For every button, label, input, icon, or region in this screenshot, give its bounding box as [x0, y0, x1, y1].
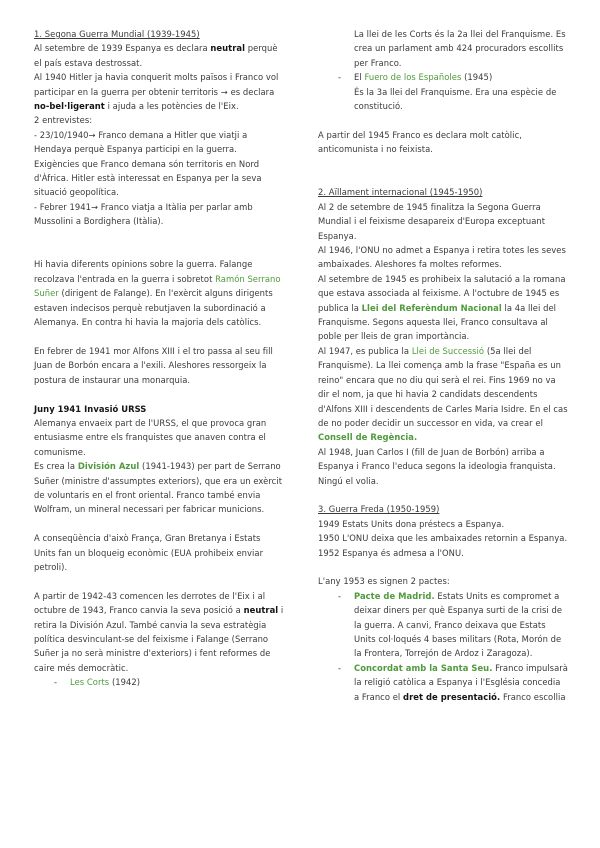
interviews-heading: 2 entrevistes:	[34, 115, 93, 126]
line-1952: 1952 Espanya és admesa a l'ONU.	[318, 547, 464, 558]
right-column	[318, 27, 568, 704]
heading-urss-invasion: Juny 1941 Invasió URSS	[34, 403, 147, 414]
keyword-dret-presentacio: dret de presentació.	[403, 691, 501, 702]
list-item-concordat: - Concordat amb la Santa Seu. Franco impulsarà la religió catòlica a Espanya i l'Església concedia a Franco el dret de presentació. Franco escollia	[338, 662, 568, 702]
list-item-corts: - Les Corts (1942)	[70, 675, 284, 689]
paragraph-opinions: Hi havia diferents opinions sobre la guerra. Falange recolzava l'entrada en la guerra i sobretot Ramón Serrano Suñer (dirigent de Falange). En l'exèrcit alguns dirigents estaven indecisos perquè rebutjaven la subordinació a Alemanya. En contra hi havia la majoria dels catòlics.	[34, 259, 281, 328]
list-item-fuero: - El Fuero de los Españoles (1945)	[354, 70, 568, 84]
left-column	[34, 27, 284, 690]
paragraph-pactes-intro: L'any 1953 es signen 2 pactes:	[318, 576, 450, 587]
name-concordat: Concordat amb la Santa Seu.	[354, 662, 493, 673]
bullet-dash: -	[338, 590, 342, 601]
bullet-dash: -	[338, 662, 342, 673]
keyword-no-belligerant: no-bel·ligerant	[34, 101, 105, 112]
paragraph-end-ww2: Al 2 de setembre de 1945 finalitza la Segona Guerra Mundial i el feixisme desapareix d'Europa exceptuant Espanya.	[318, 201, 546, 241]
section-title-ww2: 1. Segona Guerra Mundial (1939-1945)	[34, 29, 200, 39]
paragraph-onu-1946: Al 1946, l'ONU no admet a Espanya i retira totes les seves ambaixades. Aleshores fa moltes reformes.	[318, 245, 566, 270]
section-isolation	[318, 185, 568, 488]
name-llei-referendum: Llei del Referèndum Nacional	[361, 302, 502, 313]
name-les-corts: Les Corts	[70, 677, 110, 688]
name-fuero-espanoles: Fuero de los Españoles	[364, 72, 462, 83]
list-pactes	[318, 589, 568, 704]
list-laws	[318, 27, 568, 113]
bullet-dash: -	[54, 677, 58, 688]
paragraph-derrotes: A partir de 1942-43 comencen les derrotes de l'Eix i al octubre de 1943, Franco canvia la seva posició a neutral i retira la División Azul. També canvia la seva estratègia política desvinculant-se del feixisme i Falange (Serrano Suñer ja no serà ministre d'exteriors) i fent reformes de caire més democràtic.	[34, 590, 284, 673]
paragraph-referendum: Al setembre de 1945 es prohibeix la salutació a la romana que estava associada al feixisme. A l'octubre de 1945 es publica la Llei del Referèndum Nacional la 4a llei del Franquisme. Segons aquesta llei, Franco consultava al poble per lleis de gran importància.	[318, 273, 566, 342]
paragraph-juan-carlos: Al 1948, Juan Carlos I (fill de Juan de Borbón) arriba a Espanya i Franco l'educa segons la ideologia franquista. Ningú el volia.	[318, 446, 556, 486]
section-title-isolation: 2. Aïllament internacional (1945-1950)	[318, 187, 483, 198]
name-llei-successio: Llei de Successió	[411, 345, 485, 356]
name-serrano-suner: Ramón Serrano Suñer	[34, 273, 281, 299]
section-urss	[34, 402, 284, 517]
name-consell-regencia: Consell de Regència.	[318, 432, 418, 443]
name-pacte-madrid: Pacte de Madrid.	[354, 590, 435, 601]
list-item-fuero-desc: És la 3a llei del Franquisme. Era una espècie de constitució.	[354, 86, 557, 112]
paragraph-urss: Alemanya envaeix part de l'URSS, el que provoca gran entusiasme entre els franquistes que anaven contra el comunisme.	[34, 417, 267, 457]
paragraph-successio: Al 1947, es publica la Llei de Successió (5a llei del Franquisme). La llei comença amb la frase "España es un reino" encara que no diu qui serà el rei. Fins 1969 no va dir el nom, ja que hi havia 2 candidats descendents d'Alfons XIII i descendents de Carles Maria Isidre. En el cas de no poder decidir un successor en vida, va crear el Consell de Regència.	[318, 345, 568, 443]
section-title-cold-war: 3. Guerra Freda (1950-1959)	[318, 504, 440, 515]
section-cold-war	[318, 502, 568, 560]
interview-hendaya: - 23/10/1940→ Franco demana a Hitler que viatji a Hendaya perquè Espanya participi en la guerra. Exigències que Franco demana són territoris en Nord d'Àfrica. Hitler està interessat en Espanya per la seva situació geopolítica.	[34, 129, 262, 198]
interview-bordighera: - Febrer 1941→ Franco viatja a Itàlia per parlar amb Mussolini a Bordighera (Itàlia).	[34, 201, 253, 227]
line-1949: 1949 Estats Units dona préstecs a Espanya.	[318, 518, 505, 529]
paragraph-1939: Al setembre de 1939 Espanya es declara neutral perquè el país estava destrossat.	[34, 43, 278, 68]
paragraph-bloqueig: A conseqüència d'això França, Gran Bretanya i Estats Units fan un bloqueig econòmic (EUA prohibeix enviar petroli).	[34, 533, 264, 572]
name-division-azul: División Azul	[77, 461, 140, 472]
list-corts	[34, 675, 284, 689]
paragraph-1945: A partir del 1945 Franco es declara molt catòlic, anticomunista i no feixista.	[318, 129, 522, 155]
bullet-dash: -	[338, 72, 342, 83]
section-ww2	[34, 27, 284, 229]
list-item-corts-desc: La llei de les Corts és la 2a llei del Franquisme. Es crea un parlament amb 424 procuradors escollits per Franco.	[354, 29, 566, 68]
paragraph-division-azul: Es crea la División Azul (1941-1943) per part de Serrano Suñer (ministre d'assumptes exteriors), que era un exèrcit de voluntaris en el front oriental. Franco també envia Wolfram, un mineral necessari per fabricar municions.	[34, 461, 283, 515]
keyword-neutral: neutral	[210, 43, 246, 54]
paragraph-1940: Al 1940 Hitler ja havia conquerit molts països i Franco vol participar en la guerra per obtenir territoris → es declara no-bel·ligerant i ajuda a les potències de l'Eix.	[34, 72, 279, 112]
paragraph-alfons: En febrer de 1941 mor Alfons XIII i el tro passa al seu fill Juan de Borbón encara a l'exili. Aleshores ressorgeix la postura de instaurar una monarquia.	[34, 345, 273, 385]
keyword-neutral-2: neutral	[243, 605, 279, 616]
line-1950: 1950 L'ONU deixa que les ambaixades retornin a Espanya.	[318, 533, 568, 544]
list-item-pacte-madrid: - Pacte de Madrid. Estats Units es compromet a deixar diners per què Espanya surti de la crisi de la guerra. A canvi, Franco deixava que Estats Units col·loqués 4 bases militars (Rota, Morón de la Frontera, Torrejón de Ardoz i Zaragoza).	[338, 590, 563, 659]
